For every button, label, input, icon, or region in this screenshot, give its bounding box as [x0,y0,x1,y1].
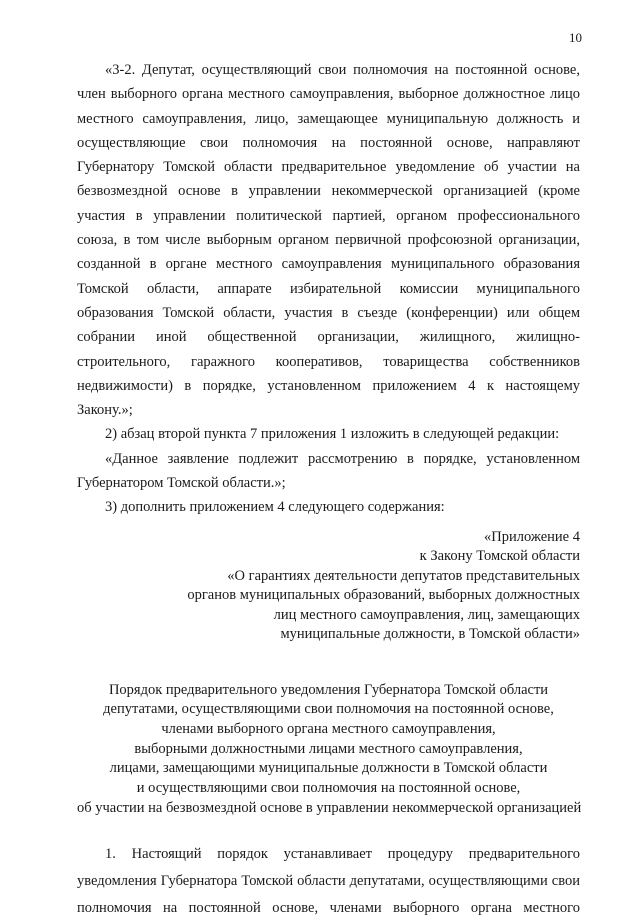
appendix-line: органов муниципальных образований, выборных должностных [187,587,580,604]
paragraph-3-2: «3-2. Депутат, осуществляющий свои полномочия на постоянной основе, член выборного органа местного самоуправления, выборное должностное лицо местного самоуправления, лицо, замещающее муниципальную должность и осуществляющие свои полномочия на постоянной основе, направляют Губернатору Томской области предварительное уведомление об участии на безвозмездной основе в управлении некоммерческой организацией (кроме участия в управлении политической партией, органом профессионального союза, в том числе выборным органом первичной профсоюзной организации, созданной в органе местного самоуправления муниципального образования Томской области, аппарате избирательной комиссии муниципального образования Томской области, участия в съезде (конференции) или общем собрании иной общественной организации, жилищного, жилищно-строительного, гаражного кооперативов, товарищества собственников недвижимости) в порядке, установленном приложением 4 к настоящему Закону.»; [77,62,580,419]
title-line: и осуществляющими свои полномочия на постоянной основе, [136,780,521,797]
document-body [77,58,580,922]
paragraph-item-3: 3) дополнить приложением 4 следующего содержания: [105,499,445,516]
title-line: Порядок предварительного уведомления Губернатора Томской области [108,681,549,698]
title-line: об участии на безвозмездной основе в управлении некоммерческой организацией [77,799,582,816]
title-line: членами выборного органа местного самоуправления, [161,721,496,738]
paragraph-procedure-1: 1. Настоящий порядок устанавливает процедуру предварительного уведомления Губернатора Томской области депутатами, осуществляющими свои полномочия на постоянной основе, членами выборного органа местного [77,845,580,916]
appendix-line: «О гарантиях деятельности депутатов представительных [227,567,580,584]
title-line: выборными должностными лицами местного самоуправления, [134,740,523,757]
appendix-line: «Приложение 4 [484,528,580,545]
page-number: 10 [569,30,582,45]
title-line: лицами, замещающими муниципальные должности в Томской области [109,760,548,777]
procedure-title [77,681,580,819]
paragraph-quote: «Данное заявление подлежит рассмотрению в порядке, установленном Губернатором Томской области.»; [77,450,580,492]
appendix-line: к Закону Томской области [419,548,580,565]
title-line: депутатами, осуществляющими свои полномочия на постоянной основе, [103,701,554,718]
appendix-line: лиц местного самоуправления, лиц, замещающих [273,606,580,623]
appendix-heading [77,528,580,645]
appendix-line: муниципальные должности, в Томской области» [280,626,580,643]
paragraph-item-2: 2) абзац второй пункта 7 приложения 1 изложить в следующей редакции: [105,426,560,443]
